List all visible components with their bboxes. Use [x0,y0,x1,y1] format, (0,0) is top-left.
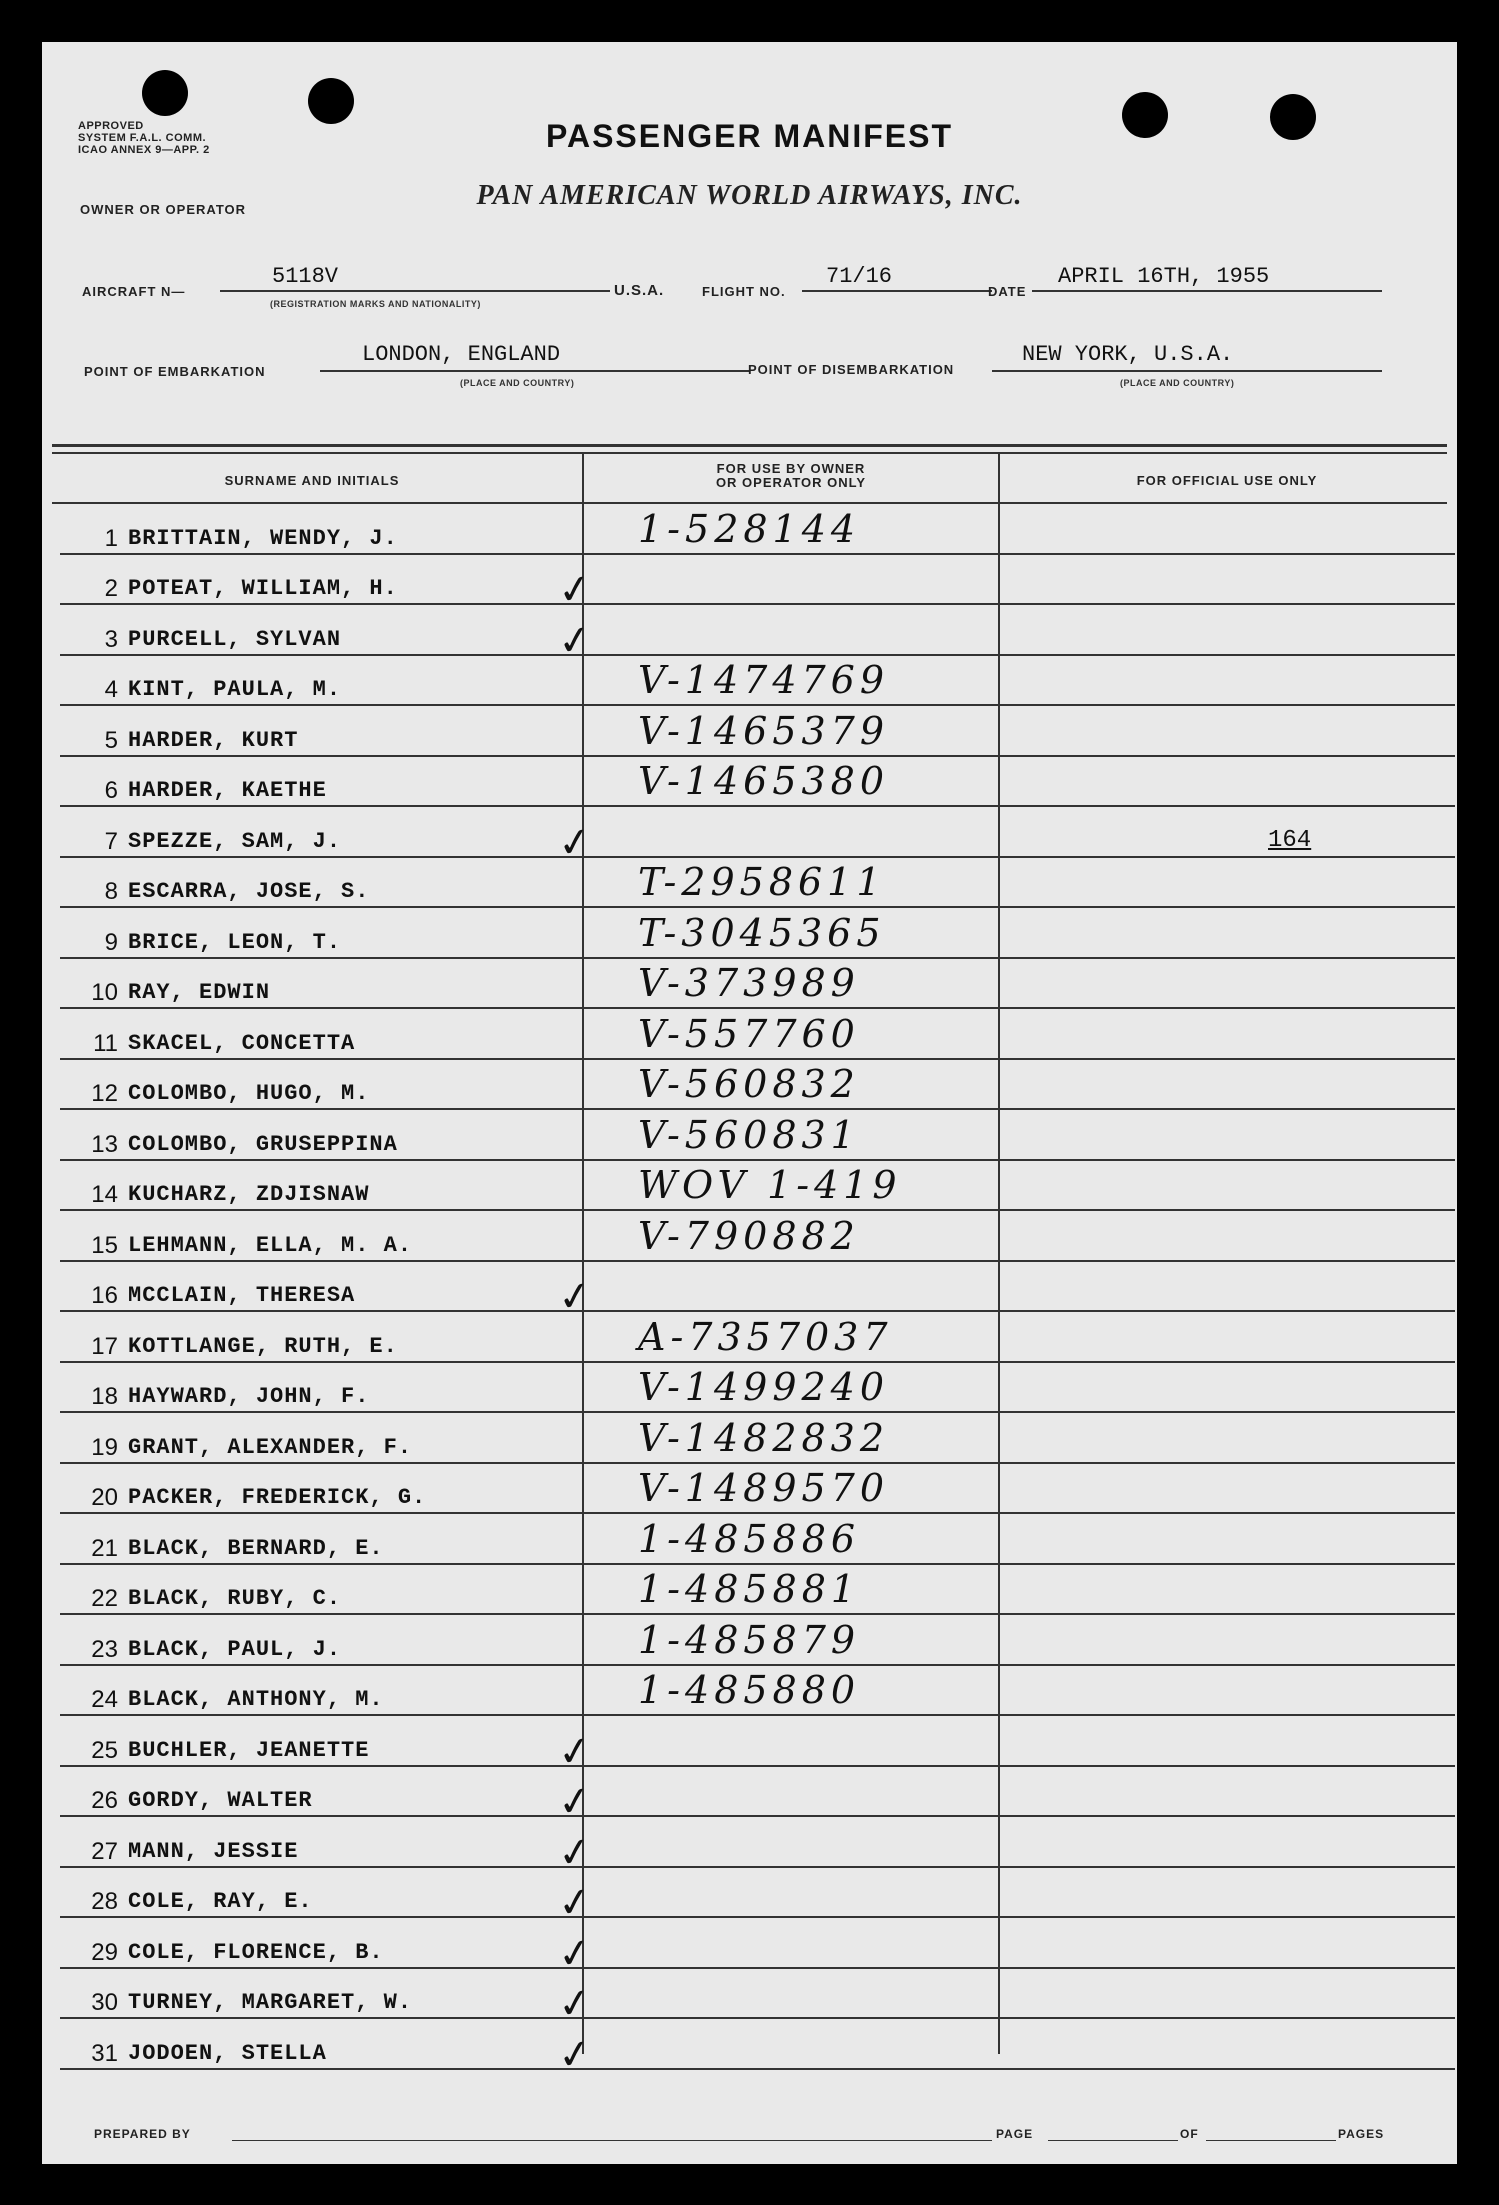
owner-label: OWNER OR OPERATOR [80,202,247,217]
aircraft-underline [220,290,610,292]
passenger-row [60,1817,1455,1878]
document-number: V-1465380 [638,759,890,803]
embark-label: POINT OF EMBARKATION [84,364,266,379]
passenger-row [60,1565,1455,1616]
document-number: A-7357037 [638,1314,893,1359]
passenger-row [60,1211,1455,1262]
passenger-row [60,2019,1455,2080]
passenger-name: COLE, RAY, E. [128,1889,313,1914]
disembark-underline [992,370,1382,372]
checkmark-icon: ✓ [554,564,595,616]
document-number: 1-528144 [638,506,861,551]
passenger-number: 2 [104,575,118,602]
passenger-number: 15 [91,1231,118,1259]
passenger-row [60,1969,1455,2030]
table-top-rule [52,452,1447,454]
embark-sub: (PLACE AND COUNTRY) [460,378,575,388]
document-number: V-557760 [638,1011,860,1056]
passenger-row [60,1262,1455,1323]
manifest-sheet [42,42,1457,2164]
checkmark-icon: ✓ [554,1877,595,1929]
prepared-by-label: PREPARED BY [94,2127,191,2141]
passenger-row [60,908,1455,959]
checkmark-icon: ✓ [554,1776,595,1828]
flight-value: 71/16 [826,264,893,289]
passenger-number: 19 [91,1433,118,1461]
passenger-row [60,1110,1455,1161]
checkmark-icon: ✓ [554,615,595,666]
approval-line: ICAO ANNEX 9—APP. 2 [78,144,210,156]
passenger-name: BRITTAIN, WENDY, J. [128,525,398,551]
passenger-number: 26 [91,1787,118,1814]
document-number: 1-485879 [638,1617,861,1662]
page-label: PAGE [996,2127,1034,2141]
passenger-number: 11 [93,1029,118,1057]
passenger-name: BLACK, BERNARD, E. [128,1535,384,1561]
checkmark-icon: ✓ [554,817,595,868]
passenger-number: 17 [91,1332,118,1360]
disembark-value: NEW YORK, U.S.A. [1022,342,1234,367]
passenger-number: 24 [91,1686,118,1713]
passenger-name: PURCELL, SYLVAN [128,626,342,652]
passenger-name: BLACK, PAUL, J. [128,1636,342,1662]
passenger-row [60,555,1455,616]
document-number: WOV 1-419 [638,1163,902,1207]
passenger-row [60,1615,1455,1666]
checkmark-icon: ✓ [554,1271,595,1323]
document-number: 1-485880 [638,1668,861,1712]
passenger-number: 27 [91,1837,118,1865]
passenger-number: 31 [91,2039,118,2067]
checkmark-icon: ✓ [554,1726,595,1777]
page-title: PASSENGER MANIFEST [546,118,953,154]
passenger-row [60,1161,1455,1212]
passenger-number: 23 [91,1635,118,1663]
pages-label: PAGES [1338,2127,1385,2141]
passenger-name: ESCARRA, JOSE, S. [128,879,370,904]
passenger-number: 18 [91,1383,118,1410]
passenger-number: 25 [91,1736,118,1764]
passenger-row [60,605,1455,666]
passenger-name: COLE, FLORENCE, B. [128,1939,384,1965]
passenger-row [60,959,1455,1010]
passenger-name: BLACK, ANTHONY, M. [128,1687,384,1712]
passenger-number: 30 [91,1989,118,2016]
of-label: OF [1180,2127,1199,2141]
passenger-name: GRANT, ALEXANDER, F. [128,1434,413,1460]
passenger-row [60,1767,1455,1828]
usa-label: U.S.A. [614,282,665,299]
checkmark-icon: ✓ [554,2029,595,2080]
flight-underline [802,290,992,292]
passenger-number: 20 [91,1484,118,1511]
passenger-name: BLACK, RUBY, C. [128,1586,342,1611]
passenger-row [60,1514,1455,1565]
column-header-name: SURNAME AND INITIALS [224,473,400,488]
passenger-number: 12 [91,1080,118,1107]
prepared-by-line [232,2140,992,2141]
passenger-number: 6 [104,777,118,804]
column-header-line: FOR USE BY OWNER [716,461,866,476]
passenger-row [60,1464,1455,1515]
passenger-row [60,504,1455,555]
date-value: APRIL 16TH, 1955 [1058,264,1270,289]
row-rule [60,2068,1455,2070]
flight-label: FLIGHT NO. [702,284,786,299]
column-header-owner-use [586,462,996,490]
table-top-rule [52,444,1447,447]
of-line [1206,2140,1336,2141]
passenger-row [60,1312,1455,1363]
page-line [1048,2140,1178,2141]
passenger-name: LEHMANN, ELLA, M. A. [128,1232,413,1258]
passenger-name: JODOEN, STELLA [128,2040,327,2066]
checkmark-icon: ✓ [554,1827,595,1878]
passenger-number: 5 [104,726,118,754]
aircraft-sub: (REGISTRATION MARKS AND NATIONALITY) [270,299,481,309]
passenger-row [60,1009,1455,1060]
document-number: 1-485881 [638,1567,861,1611]
punch-hole [142,70,188,116]
approval-line: SYSTEM F.A.L. COMM. [78,132,207,144]
date-underline [1032,290,1382,292]
passenger-number: 29 [91,1938,118,1966]
passenger-number: 4 [104,676,118,703]
passenger-name: KOTTLANGE, RUTH, E. [128,1333,398,1359]
passenger-number: 10 [91,979,118,1006]
document-number: V-790882 [638,1213,860,1258]
passenger-name: KINT, PAULA, M. [128,677,342,702]
passenger-number: 9 [104,928,118,956]
passenger-row [60,1666,1455,1717]
passenger-name: HARDER, KURT [128,727,299,753]
passenger-name: SPEZZE, SAM, J. [128,828,342,854]
passenger-name: MANN, JESSIE [128,1838,299,1864]
embark-underline [320,370,750,372]
aircraft-label: AIRCRAFT N— [82,284,186,299]
checkmark-icon: ✓ [554,1978,595,2030]
passenger-number: 22 [91,1585,118,1612]
checkmark-icon: ✓ [554,1928,595,1979]
document-number: V-1465379 [638,708,890,753]
passenger-row [60,1363,1455,1414]
owner-value: PAN AMERICAN WORLD AIRWAYS, INC. [476,180,1023,211]
date-label: DATE [988,284,1027,299]
approval-line: APPROVED [78,120,144,132]
passenger-name: POTEAT, WILLIAM, H. [128,576,398,601]
passenger-name: GORDY, WALTER [128,1788,313,1813]
column-header-line: OR OPERATOR ONLY [715,475,867,490]
passenger-row [60,807,1455,868]
passenger-number: 21 [91,1534,118,1562]
passenger-row [60,706,1455,757]
document-number: T-2958611 [638,860,886,904]
disembark-label: POINT OF DISEMBARKATION [748,362,955,377]
passenger-number: 13 [91,1130,118,1158]
passenger-row [60,1413,1455,1464]
passenger-name: HAYWARD, JOHN, F. [128,1384,370,1409]
passenger-name: PACKER, FREDERICK, G. [128,1485,427,1510]
passenger-name: HARDER, KAETHE [128,778,327,803]
document-number: V-1489570 [638,1466,890,1510]
passenger-row [60,858,1455,909]
document-number: V-373989 [638,961,860,1005]
passenger-number: 28 [91,1888,118,1915]
passenger-row [60,656,1455,707]
official-note: 164 [1268,826,1312,854]
document-number: 1-485886 [638,1516,861,1561]
passenger-row [60,757,1455,808]
passenger-name: SKACEL, CONCETTA [128,1030,356,1056]
disembark-sub: (PLACE AND COUNTRY) [1120,378,1235,388]
passenger-row [60,1868,1455,1929]
passenger-row [60,1060,1455,1111]
document-number: V-1499240 [638,1365,890,1409]
passenger-row [60,1918,1455,1979]
passenger-number: 1 [104,524,118,552]
document-number: V-1474769 [638,658,890,702]
document-number: V-560831 [638,1112,860,1157]
passenger-name: COLOMBO, GRUSEPPINA [128,1131,398,1157]
passenger-name: COLOMBO, HUGO, M. [128,1081,370,1106]
document-number: V-560832 [638,1062,860,1106]
passenger-row [60,1716,1455,1777]
document-number: T-3045365 [638,910,886,955]
passenger-name: BRICE, LEON, T. [128,929,342,955]
passenger-number: 8 [104,878,118,905]
passenger-name: BUCHLER, JEANETTE [128,1737,370,1763]
passenger-number: 14 [91,1181,118,1208]
document-number: V-1482832 [638,1415,890,1460]
passenger-name: MCCLAIN, THERESA [128,1283,356,1308]
passenger-name: TURNEY, MARGARET, W. [128,1990,413,2015]
aircraft-value: 5118V [272,264,339,289]
embark-value: LONDON, ENGLAND [362,342,561,367]
passenger-name: RAY, EDWIN [128,980,271,1005]
passenger-number: 7 [104,827,118,855]
passenger-name: KUCHARZ, ZDJISNAW [128,1182,370,1207]
column-header-official: FOR OFFICIAL USE ONLY [1136,473,1318,488]
passenger-number: 3 [104,625,118,653]
passenger-number: 16 [91,1282,118,1309]
